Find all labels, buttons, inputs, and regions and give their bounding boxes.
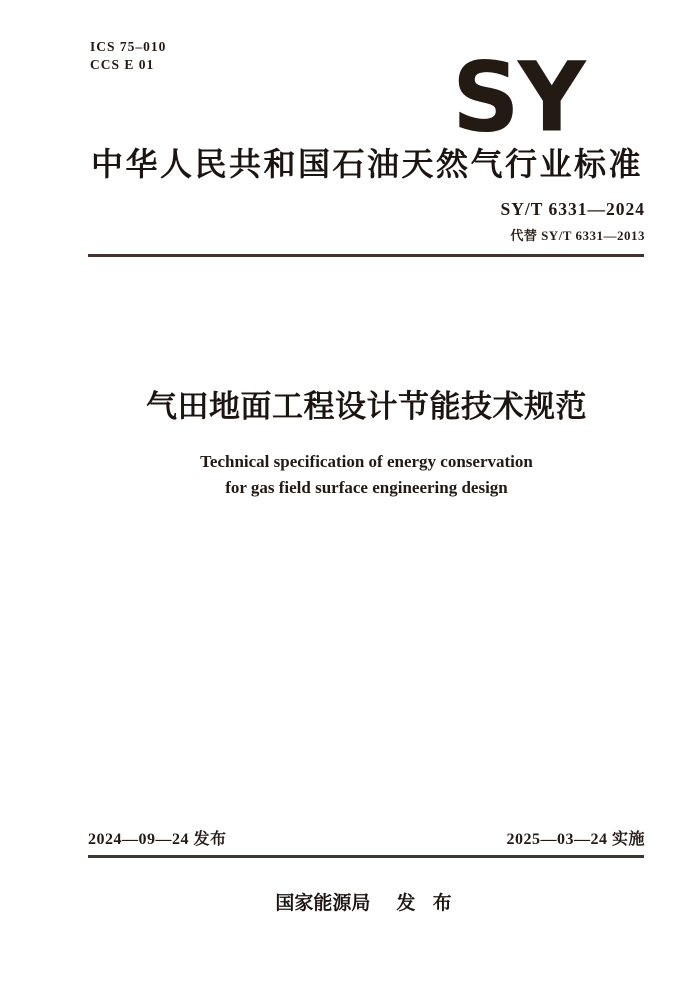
english-title-line1: Technical specification of energy conservation bbox=[200, 452, 533, 471]
document-main-title: 气田地面工程设计节能技术规范 bbox=[146, 389, 587, 424]
sy-logo: SY bbox=[452, 42, 584, 155]
publish-label: 发 布 bbox=[396, 893, 458, 914]
replaced-standard-note: 代替 SY/T 6331—2013 bbox=[510, 228, 645, 243]
english-title bbox=[88, 449, 645, 501]
implementation-date: 2025—03—24 实施 bbox=[506, 831, 645, 848]
ccs-code: CCS E 01 bbox=[90, 57, 155, 72]
dates-row bbox=[88, 826, 645, 849]
standard-number-block bbox=[501, 199, 645, 244]
classification-codes bbox=[90, 38, 166, 74]
issue-date: 2024—09—24 发布 bbox=[88, 831, 227, 848]
ics-code: ICS 75–010 bbox=[90, 39, 167, 54]
bottom-divider-line bbox=[88, 855, 644, 858]
industry-standard-header-title: 中华人民共和国石油天然气行业标准 bbox=[90, 146, 643, 182]
top-divider-line bbox=[88, 254, 644, 257]
standard-number: SY/T 6331—2024 bbox=[500, 199, 645, 219]
publisher-row bbox=[88, 888, 645, 915]
publisher-name: 国家能源局 bbox=[275, 893, 371, 914]
english-title-line2: for gas field surface engineering design bbox=[225, 478, 508, 497]
